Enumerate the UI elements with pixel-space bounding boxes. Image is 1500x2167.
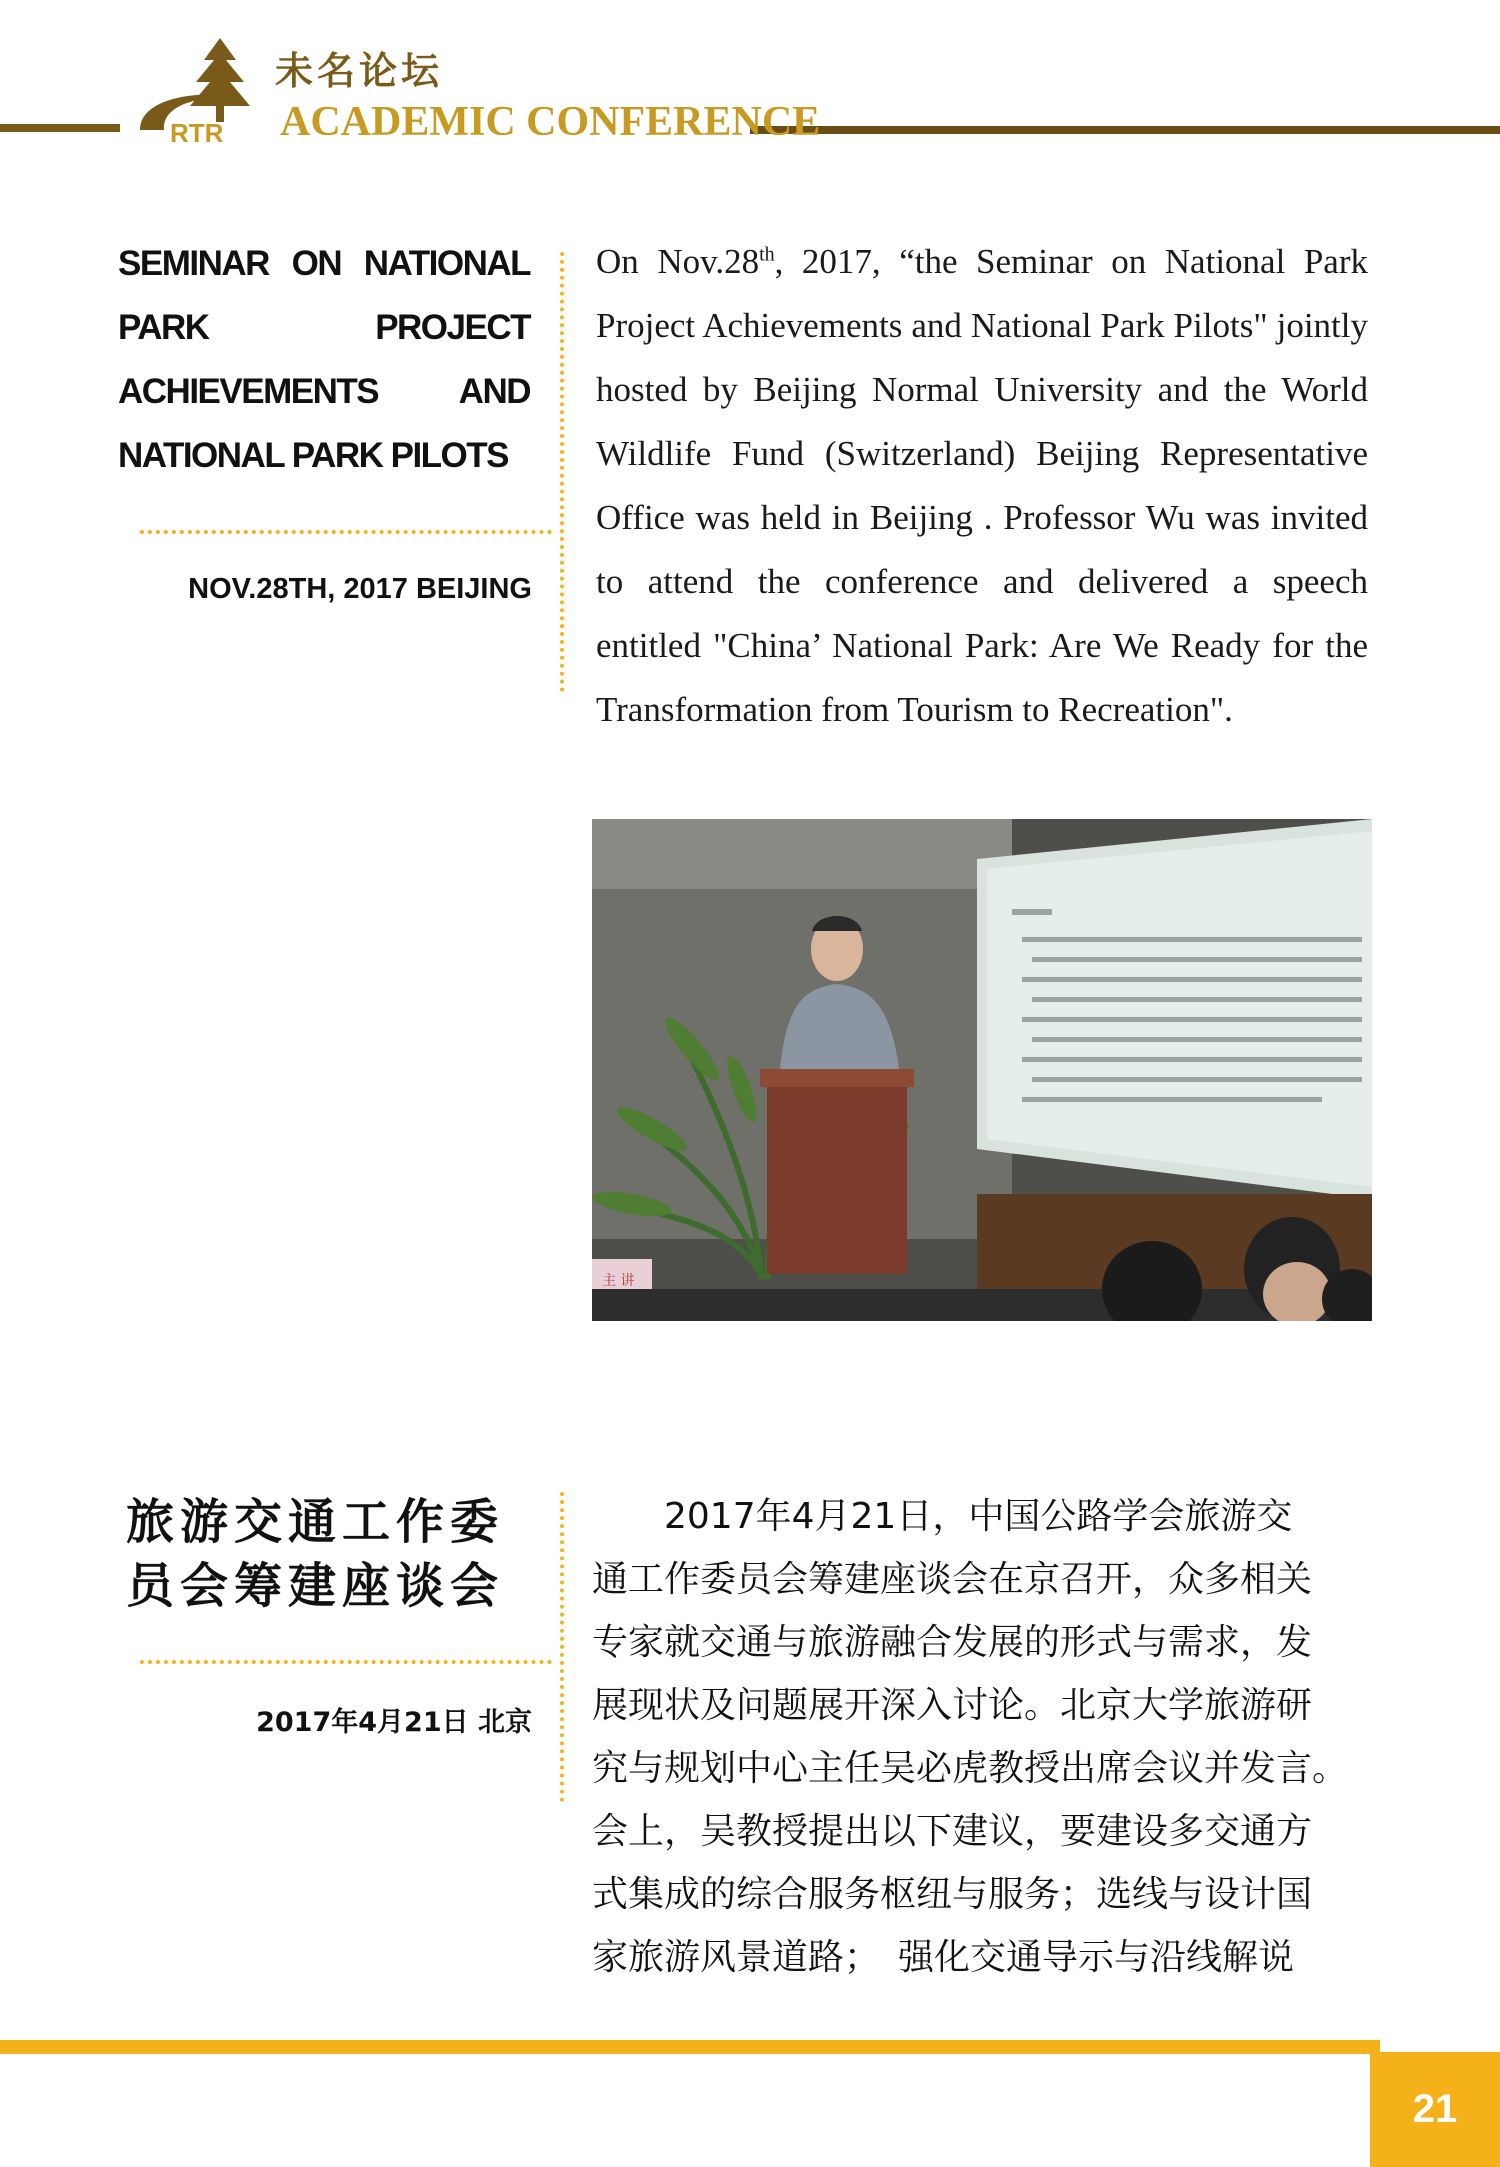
article2-body-line: 专家就交通与旅游融合发展的形式与需求，发 [592, 1622, 1313, 1663]
header-rule-left [0, 124, 120, 132]
article1-title-line: NATIONAL PARK PILOTS [118, 436, 508, 475]
article1-title-line: ACHIEVEMENTS AND [118, 372, 530, 411]
logo-chinese-text: 未名论坛 [275, 48, 444, 93]
article1-date: NOV.28TH, 2017 BEIJING [188, 573, 532, 605]
seminar-photo [592, 819, 1372, 1321]
page-number: 21 [1412, 2087, 1458, 2131]
article1-title-line: SEMINAR ON NATIONAL [118, 244, 530, 283]
article1-dotted-rule [560, 252, 564, 692]
article2-body-line: 通工作委员会筹建座谈会在京召开，众多相关 [592, 1559, 1313, 1600]
article2-body-line: 2017年4月21日，中国公路学会旅游交 [592, 1496, 1293, 1537]
article2-body-line: 展现状及问题展开深入讨论。北京大学旅游研 [592, 1685, 1313, 1726]
article2-title-line: 员会筹建座谈会 [126, 1558, 505, 1614]
article2-body-line: 家旅游风景道路； 强化交通导示与沿线解说 [592, 1937, 1295, 1978]
article1-title-line: PARK PROJECT [118, 308, 530, 347]
article2-date: 2017年4月21日 北京 [256, 1707, 532, 1738]
photo-name-sign: 主 讲 [602, 1273, 635, 1289]
conference-logo [130, 30, 821, 150]
footer-bar [0, 2040, 1380, 2054]
article2-dotted-divider [140, 1660, 552, 1664]
logo-mark-text: RTR [170, 118, 224, 148]
article2-body-line: 究与规划中心主任吴必虎教授出席会议并发言。 [592, 1748, 1349, 1789]
header-rule-right [750, 126, 1500, 134]
article1-body-superscript: th [759, 243, 775, 266]
tree-logo-icon [130, 30, 290, 150]
article1-dotted-divider [140, 530, 552, 534]
page-number-box [1370, 2052, 1500, 2167]
article1-body-start: On Nov.28 [596, 242, 760, 281]
page-header [0, 0, 1500, 150]
article1-body [596, 230, 1368, 742]
article2-body-line: 式集成的综合服务枢纽与服务；选线与设计国 [592, 1874, 1313, 1915]
article2-title-line: 旅游交通工作委 [126, 1494, 505, 1550]
article2-title [126, 1490, 538, 1618]
article1-body-rest: , 2017, “the Seminar on National Park Project Achievements and National Park Pilots" jointly hosted by Beijing Normal University and the World Wildlife Fund (Switzerland) Beijing Representative Office was held in Beijing . Professor Wu was invited to attend the conference and delivered a speech entitled "China’ National Park: Are We Ready for the Transformation from Tourism to Recreation". [596, 242, 1368, 729]
article2-body [592, 1485, 1392, 1989]
article2-body-line: 会上，吴教授提出以下建议，要建设多交通方 [592, 1811, 1313, 1852]
article1-title [118, 232, 530, 488]
article2-dotted-rule [560, 1492, 564, 1802]
logo-english-text: ACADEMIC CONFERENCE [280, 99, 821, 145]
